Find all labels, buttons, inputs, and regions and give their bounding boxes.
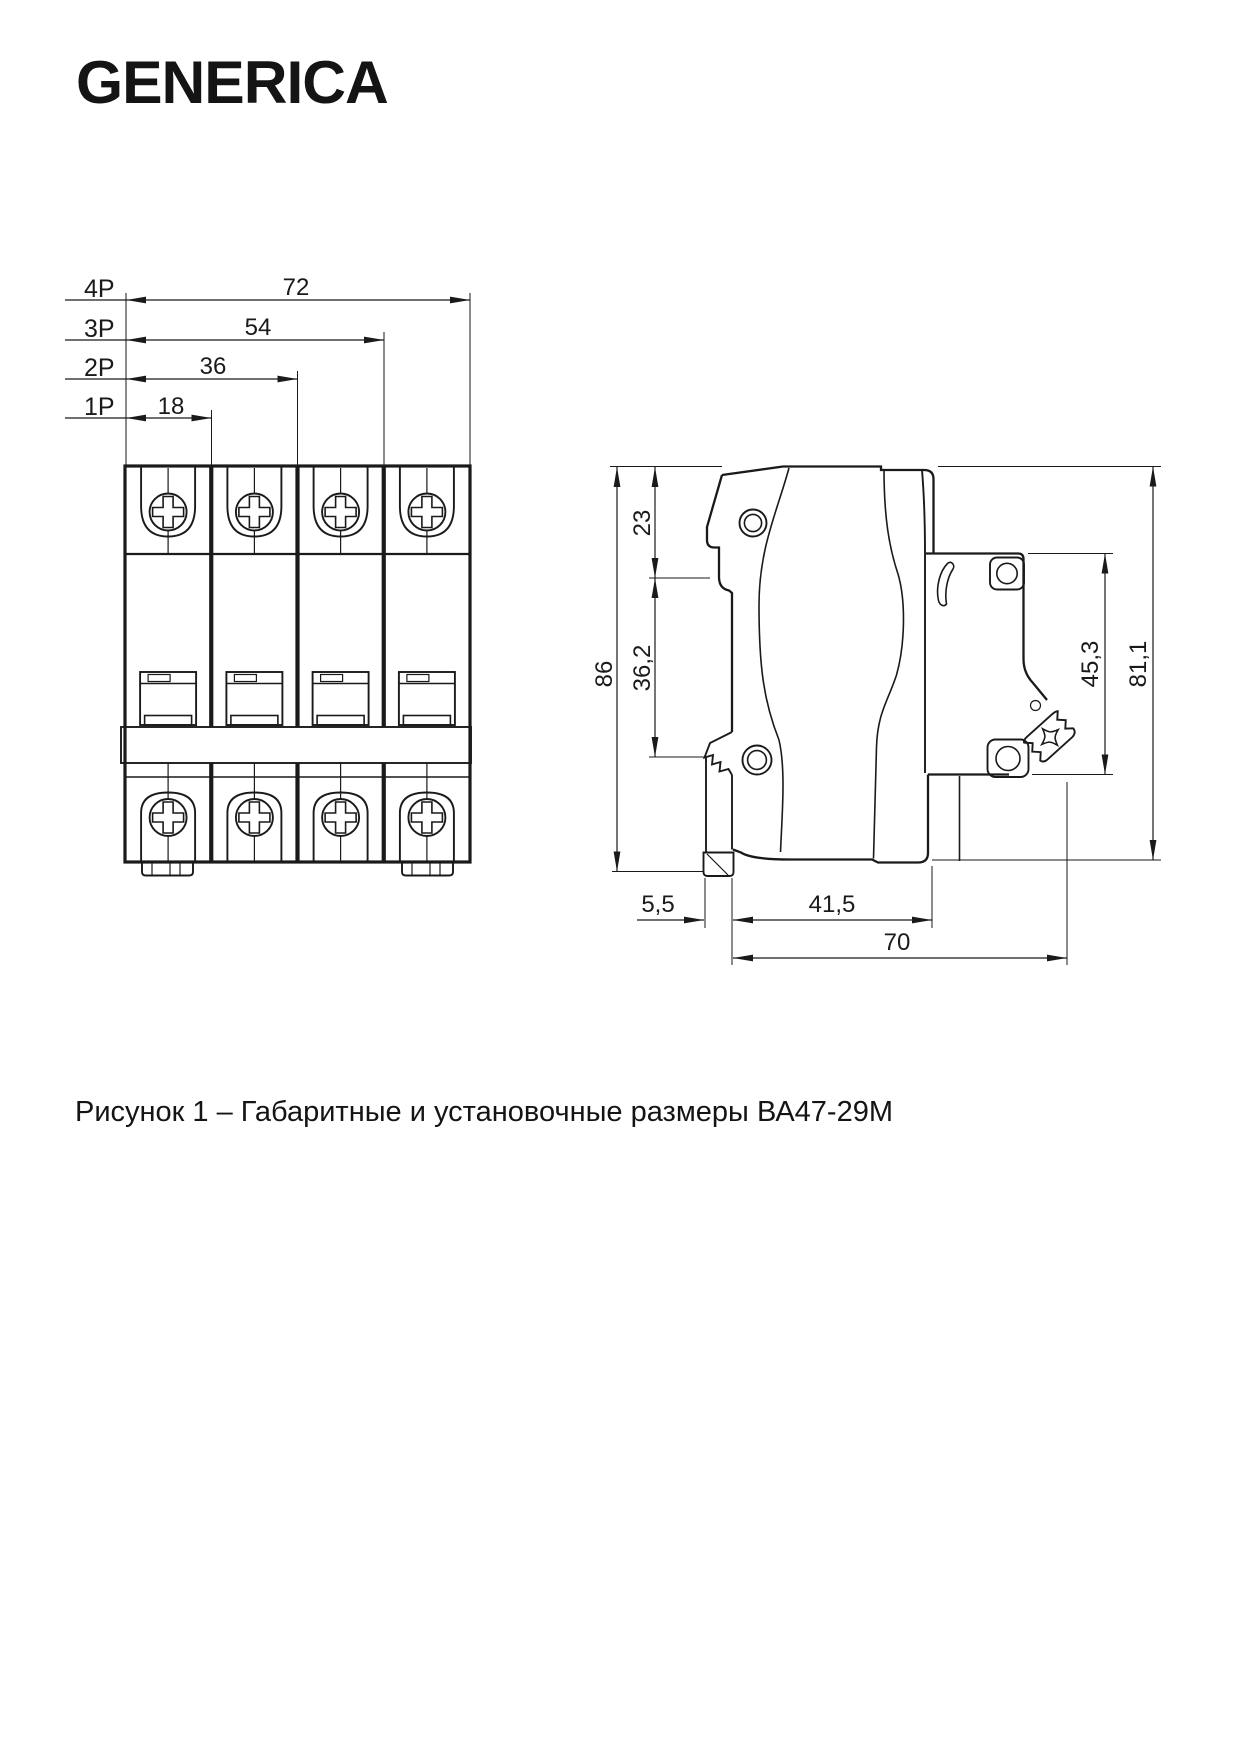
din-clip-pawl (705, 732, 733, 775)
dim-value-54: 54 (244, 314, 272, 341)
dim-3p-54 (65, 314, 384, 343)
front-body (121, 466, 471, 876)
pole-count-label-3p: 3P (84, 315, 115, 343)
pole-count-label-1p: 1P (84, 393, 115, 421)
dim-value-45-3: 45,3 (1077, 640, 1104, 688)
dim-value-36-2: 36,2 (629, 644, 656, 692)
dim-41-5 (733, 891, 932, 923)
pole-count-label-2p: 2P (84, 354, 115, 382)
dim-70 (733, 929, 1067, 961)
dim-value-72: 72 (282, 274, 310, 301)
brand-logo: GENERICA (76, 49, 388, 116)
dim-value-18: 18 (157, 393, 185, 420)
din-rail-latch (1023, 710, 1078, 763)
side-dimensions (591, 467, 1156, 962)
dim-1p-18 (65, 393, 212, 421)
upper-terminal-hole (740, 510, 767, 537)
dim-5-5 (637, 891, 704, 923)
dim-45-3 (1077, 554, 1108, 775)
dim-81-1 (1125, 467, 1156, 861)
dim-value-70: 70 (883, 929, 911, 956)
dim-value-81-1: 81,1 (1125, 640, 1152, 688)
dim-value-23: 23 (629, 509, 656, 537)
vent-slot (938, 562, 954, 605)
latch-pivot-hole (1031, 701, 1041, 711)
marking-band (121, 727, 471, 763)
dim-36-2 (629, 578, 658, 757)
side-view (591, 467, 1161, 966)
side-body (704, 467, 1078, 877)
front-view (65, 274, 471, 876)
dim-2p-36 (65, 353, 298, 382)
upper-rear-boss (990, 558, 1024, 590)
side-extension-lines (610, 467, 1161, 966)
front-lip-foot (704, 853, 734, 877)
lower-rear-boss (988, 740, 1029, 778)
pole-count-label-4p: 4P (84, 275, 115, 303)
dim-value-41-5: 41,5 (808, 891, 856, 918)
dim-value-5-5: 5,5 (641, 891, 675, 918)
dim-23 (629, 467, 658, 578)
dim-86 (591, 467, 620, 872)
front-dimensions (65, 274, 470, 466)
dim-value-86: 86 (591, 660, 618, 688)
figure-caption: Рисунок 1 – Габаритные и установочные размеры ВА47-29М (75, 1096, 893, 1128)
dim-value-36: 36 (199, 353, 227, 380)
